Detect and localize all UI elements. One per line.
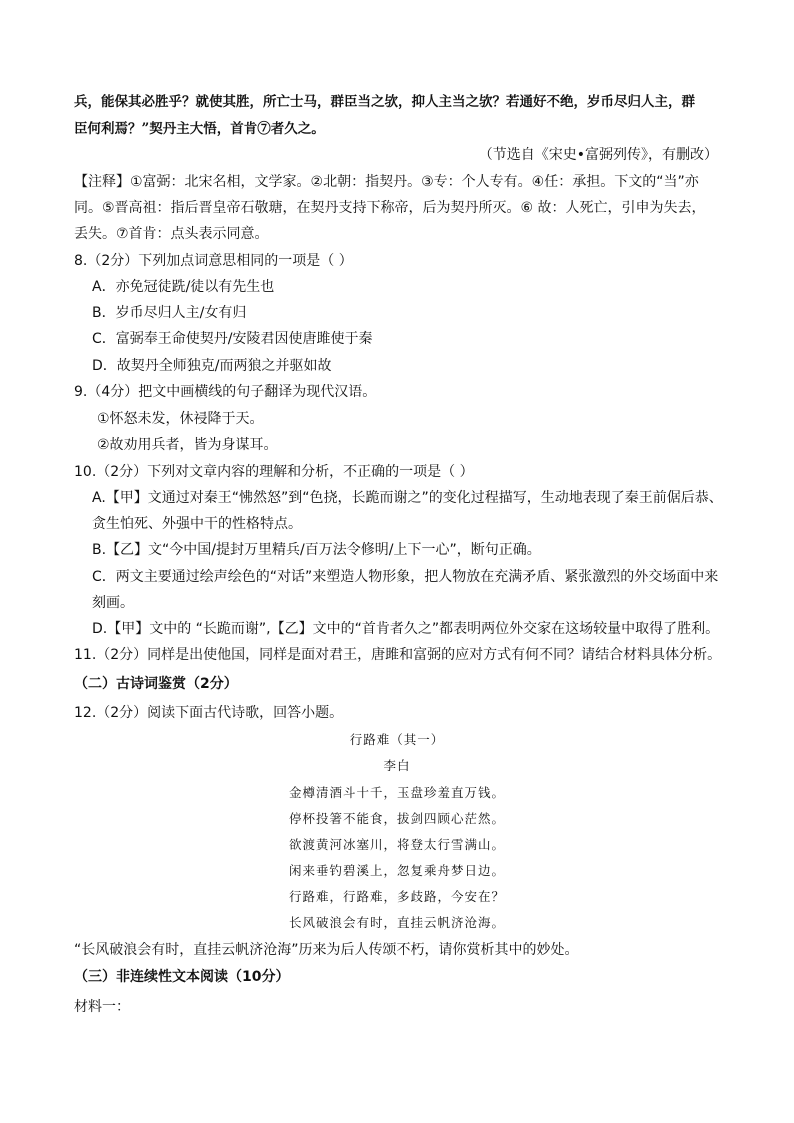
- poem-line-5: 行路难，行路难，多歧路，今安在？: [288, 889, 505, 904]
- question-10-stem: 10.（2分）下列对文章内容的理解和分析，不正确的一项是（ ）: [74, 464, 474, 480]
- poem-author: 李白: [383, 758, 411, 773]
- section-2-heading: （二）古诗词鉴赏（2分）: [74, 676, 238, 692]
- question-10-option-c-line-1: C．两文主要通过绘声绘色的“对话”来塑造人物形象，把人物放在充满矛盾、紧张激烈的外交场面中来: [92, 569, 719, 585]
- poem-title: 行路难（其一）: [349, 732, 445, 747]
- question-9-item-2: ②故劝用兵者，皆为身谋耳。: [97, 437, 278, 453]
- question-8-stem: 8.（2分）下列加点词意思相同的一项是（ ）: [74, 253, 353, 269]
- poem-line-4: 闲来垂钓碧溪上，忽复乘舟梦日边。: [288, 863, 505, 878]
- question-11: 11.（2分）同样是出使他国，同样是面对君王，唐雎和富弼的应对方式有何不同？请结合材料具体分析。: [74, 647, 722, 663]
- passage-line-1: 兵，能保其必胜乎？就使其胜，所亡士马，群臣当之欤，抑人主当之欤？若通好不绝，岁币尽归人主，群: [74, 94, 695, 110]
- notes-line-3: 丢失。⑦首肯：点头表示同意。: [74, 226, 269, 242]
- question-8-option-b: B．岁币尽归人主/女有归: [92, 305, 247, 321]
- poem-line-2: 停杯投箸不能食，拔剑四顾心茫然。: [288, 811, 505, 826]
- question-10-option-d: D.【甲】文中的 “长跪而谢”,【乙】文中的“首肯者久之”都表明两位外交家在这场较量中取得了胜利。: [92, 621, 720, 637]
- passage-line-2: 臣何利焉？”契丹主大悟，首肯⑦者久之。: [74, 121, 325, 137]
- material-1-label: 材料一：: [74, 999, 130, 1015]
- poem-line-3: 欲渡黄河冰塞川，将登太行雪满山。: [288, 837, 505, 852]
- question-10-option-a-line-1: A.【甲】文通过对秦王“怫然怒”到“色挠，长跪而谢之”的变化过程描写，生动地表现了秦王前倨后恭、: [92, 490, 723, 506]
- question-12-stem: 12.（2分）阅读下面古代诗歌，回答小题。: [74, 705, 344, 721]
- question-8-option-a: A．亦免冠徒跣/徒以有先生也: [92, 279, 275, 295]
- question-9-item-1: ①怀怒未发，休祲降于天。: [97, 411, 264, 427]
- passage-source: （节选自《宋史•富弼列传》，有删改）: [478, 147, 718, 163]
- question-10-option-a-line-2: 贪生怕死、外强中干的性格特点。: [92, 516, 302, 532]
- question-9-stem: 9.（4分）把文中画横线的句子翻译为现代汉语。: [74, 384, 377, 400]
- question-10-option-b: B.【乙】文“今中国/提封万里精兵/百万法令修明/上下一心”，断句正确。: [92, 542, 541, 558]
- question-10-option-c-line-2: 刻画。: [92, 595, 134, 611]
- poem-line-1: 金樽清酒斗十千，玉盘珍羞直万钱。: [288, 785, 505, 800]
- notes-line-2: 同。⑤晋高祖：指后晋皇帝石敬瑭，在契丹支持下称帝，后为契丹所灭。⑥ 故：人死亡，引申为失去，: [74, 200, 706, 216]
- notes-line-1: 【注释】①富弼：北宋名相，文学家。②北朝：指契丹。③专：个人专有。④任：承担。下文的“当”亦: [74, 174, 699, 190]
- question-8-option-c: C．富弼奉王命使契丹/安陵君因使唐雎使于秦: [92, 331, 373, 347]
- question-8-option-d: D．故契丹全师独克/而两狼之并驱如故: [92, 358, 332, 374]
- poem-line-6: 长风破浪会有时，直挂云帆济沧海。: [288, 915, 505, 930]
- question-12-prompt: “长风破浪会有时，直挂云帆济沧海”历来为后人传颂不朽，请你赏析其中的妙处。: [74, 942, 579, 958]
- section-3-heading: （三）非连续性文本阅读（10分）: [74, 969, 290, 985]
